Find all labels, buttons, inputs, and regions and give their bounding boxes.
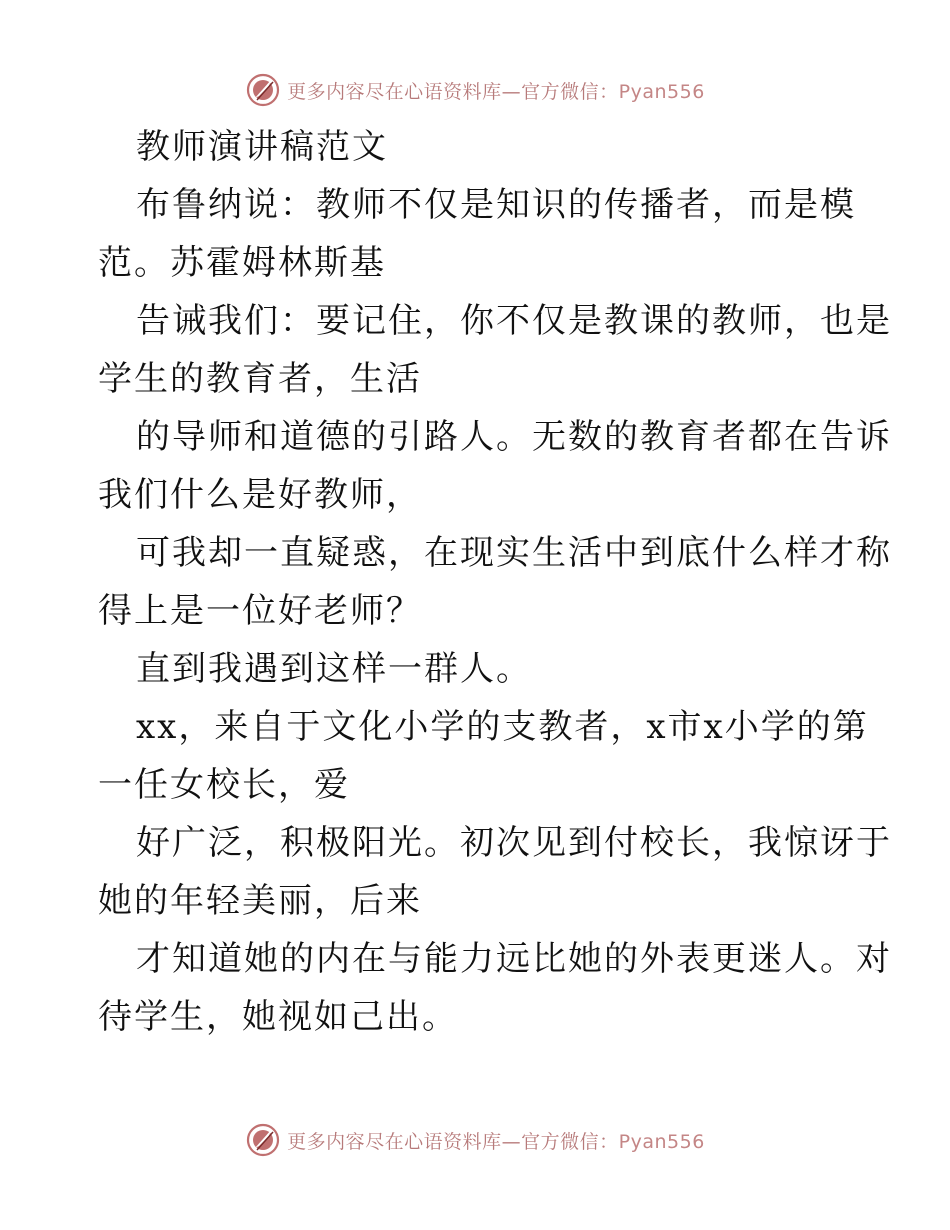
paragraph-line: 我们什么是好教师， [98,475,422,515]
paragraph-line: 范。苏霍姆林斯基 [98,243,386,283]
footer-watermark [0,1120,950,1160]
header-watermark [0,70,950,110]
paragraph-line: 才知道她的内在与能力远比她的外表更迷人。对 [136,939,892,979]
paragraph-line: 布鲁纳说：教师不仅是知识的传播者，而是模 [136,185,856,225]
paragraph [98,930,892,1046]
document-title: 教师演讲稿范文 [136,127,388,167]
paragraph-line: 可我却一直疑惑，在现实生活中到底什么样才称 [136,533,892,573]
paragraph [98,408,892,524]
watermark-text [287,1127,705,1154]
paragraph-line: 告诫我们：要记住，你不仅是教课的教师，也是 [136,301,892,341]
paragraph-line: 的导师和道德的引路人。无数的教育者都在告诉 [136,417,892,457]
paragraph-line: 她的年轻美丽，后来 [98,881,422,921]
watermark-wechat-id: Pyan556 [618,1130,705,1153]
paragraph-line: 直到我遇到这样一群人。 [136,649,532,689]
feather-pen-logo-icon [245,72,281,108]
document-body [98,118,892,1046]
paragraph-line: xx，来自于文化小学的支教者，x市x小学的第 [136,707,869,747]
paragraph [98,698,869,814]
paragraph [98,814,892,930]
paragraph-line: 一任女校长，爱 [98,765,350,805]
watermark-message: 更多内容尽在心语资料库—官方微信： [287,80,619,103]
watermark-text [287,77,705,104]
watermark-message: 更多内容尽在心语资料库—官方微信： [287,1130,619,1153]
paragraph-line: 好广泛，积极阳光。初次见到付校长，我惊讶于 [136,823,892,863]
paragraph [98,176,858,292]
paragraph [98,292,892,408]
feather-pen-logo-icon [245,1122,281,1158]
paragraph [98,524,892,640]
watermark-wechat-id: Pyan556 [618,80,705,103]
paragraph-line: 待学生，她视如己出。 [98,997,458,1037]
paragraph-line: 得上是一位好老师？ [98,591,422,631]
paragraph-line: 学生的教育者，生活 [98,359,422,399]
paragraph [98,640,858,698]
